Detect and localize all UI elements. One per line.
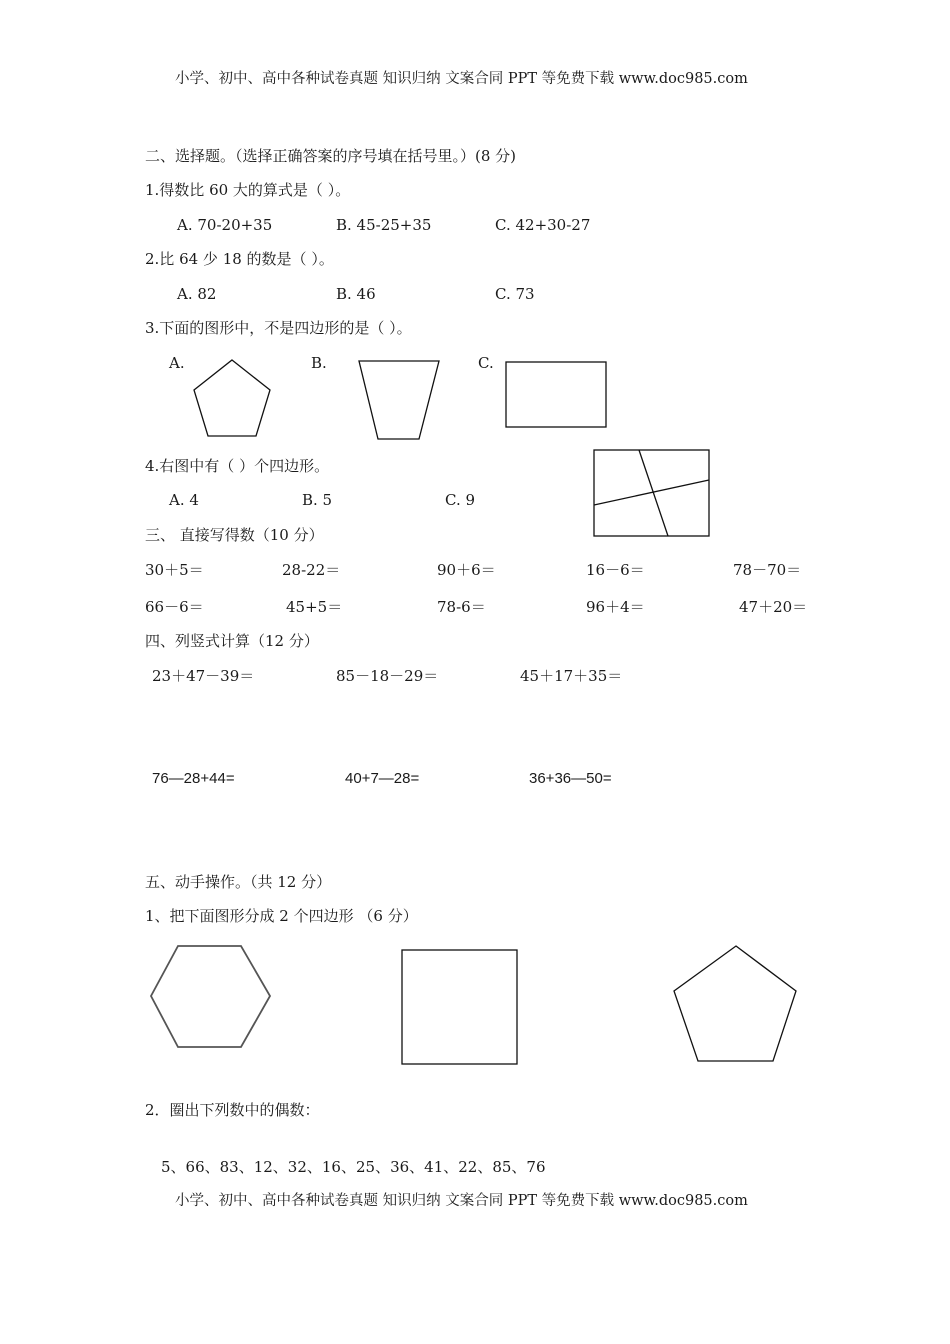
q4-option-c: C. 9 <box>445 491 476 509</box>
calc-r1-5: 78－70＝ <box>733 561 802 579</box>
calc-r2-3: 78-6＝ <box>437 598 486 616</box>
page-footer: 小学、初中、高中各种试卷真题 知识归纳 文案合同 PPT 等免费下载 www.doc985.com <box>175 1193 748 1209</box>
calc-r2-2: 45+5＝ <box>286 598 343 616</box>
q4-option-b: B. 5 <box>302 491 333 509</box>
calc-r1-4: 16－6＝ <box>586 561 645 579</box>
calc-r1-3: 90＋6＝ <box>437 561 496 579</box>
q1-option-a: A. 70-20+35 <box>177 216 273 234</box>
q3-pentagon <box>194 360 270 436</box>
q3-label-c: C. <box>478 354 494 372</box>
q1-option-c: C. 42+30-27 <box>495 216 591 234</box>
q4-option-a: A. 4 <box>169 491 199 509</box>
calc-r1-1: 30＋5＝ <box>145 561 204 579</box>
q1-stem: 1.得数比 60 大的算式是（ ）。 <box>145 181 351 199</box>
q3-trapezoid <box>359 361 439 439</box>
vertical-calc-6: 36+36—50= <box>529 770 612 787</box>
q4-line-vertical <box>639 450 668 536</box>
q4-line-horizontal <box>594 480 709 505</box>
q3-label-b: B. <box>311 354 327 372</box>
q3-rectangle <box>506 362 606 427</box>
s5-pentagon <box>674 946 796 1061</box>
q3-stem: 3.下面的图形中，不是四边形的是（ ）。 <box>145 319 412 337</box>
q2-option-c: C. 73 <box>495 285 535 303</box>
q2-option-a: A. 82 <box>177 285 217 303</box>
q4-stem: 4.右图中有（ ）个四边形。 <box>145 457 330 475</box>
s5-q2-stem: 2．圈出下列数中的偶数： <box>145 1101 320 1119</box>
vertical-calc-2: 85－18－29＝ <box>336 667 439 685</box>
q2-option-b: B. 46 <box>336 285 376 303</box>
section-5-title: 五、动手操作。（共 12 分） <box>145 873 332 891</box>
vertical-calc-4: 76—28+44= <box>152 770 235 787</box>
q1-option-b: B. 45-25+35 <box>336 216 432 234</box>
calc-r2-4: 96＋4＝ <box>586 598 645 616</box>
calc-r2-5: 47＋20＝ <box>739 598 808 616</box>
s5-square <box>402 950 517 1064</box>
calc-r2-1: 66－6＝ <box>145 598 204 616</box>
s5-q1-stem: 1、把下面图形分成 2 个四边形 （6 分） <box>145 907 418 925</box>
section-3-title: 三、 直接写得数（10 分） <box>145 526 324 544</box>
q2-stem: 2.比 64 少 18 的数是（ ）。 <box>145 250 334 268</box>
vertical-calc-3: 45＋17＋35＝ <box>520 667 623 685</box>
vertical-calc-1: 23＋47－39＝ <box>152 667 255 685</box>
vertical-calc-5: 40+7—28= <box>345 770 420 787</box>
s5-hexagon <box>151 946 270 1047</box>
q3-label-a: A. <box>169 354 185 372</box>
page-header: 小学、初中、高中各种试卷真题 知识归纳 文案合同 PPT 等免费下载 www.doc985.com <box>175 71 748 87</box>
section-4-title: 四、列竖式计算（12 分） <box>145 632 319 650</box>
calc-r1-2: 28-22＝ <box>282 561 341 579</box>
section-2-title: 二、选择题。（选择正确答案的序号填在括号里。）(8 分) <box>145 147 517 165</box>
even-number-list: 5、66、83、12、32、16、25、36、41、22、85、76 <box>161 1158 546 1176</box>
